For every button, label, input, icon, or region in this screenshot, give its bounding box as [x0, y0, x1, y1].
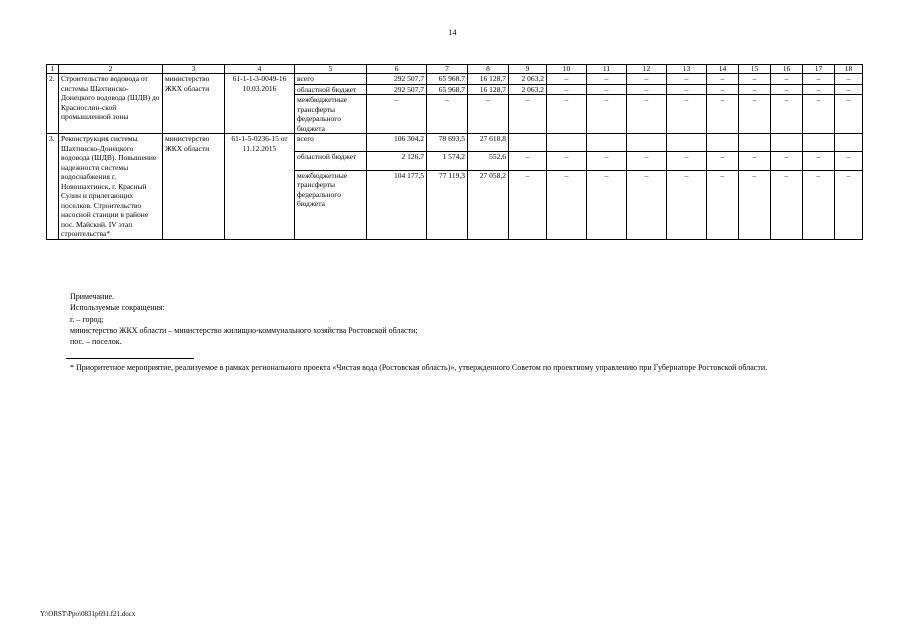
- amount-cell: –: [509, 152, 547, 170]
- amount-cell: [509, 134, 547, 152]
- amount-cell: –: [587, 95, 627, 134]
- amount-cell: –: [547, 95, 587, 134]
- activity-name: Реконструкция системы Шахтинско-Донецкого водовода (ШДВ). Повышение надежности системы водоснабжения г. Новошахтинск, г. Красный Сулин и прилегающих поселков. Строительство насосной станции в районе пос. Майский. IV этап строительства*: [59, 134, 163, 240]
- column-header: 4: [225, 65, 295, 74]
- amount-cell: 65 968,7: [427, 84, 468, 95]
- amount-cell: –: [667, 74, 707, 85]
- column-header: 18: [835, 65, 863, 74]
- row-number: 3.: [47, 134, 59, 240]
- amount-cell: –: [771, 152, 803, 170]
- column-header: 5: [295, 65, 367, 74]
- amount-cell: [707, 134, 739, 152]
- amount-cell: 2 126,7: [367, 152, 427, 170]
- table-header-row: [47, 65, 863, 74]
- amount-cell: –: [835, 74, 863, 85]
- funding-source: всего: [295, 74, 367, 85]
- column-header: 3: [163, 65, 225, 74]
- amount-cell: –: [627, 170, 667, 239]
- funding-source: всего: [295, 134, 367, 152]
- note-block: [70, 291, 418, 347]
- amount-cell: 77 119,3: [427, 170, 468, 239]
- amount-cell: –: [587, 152, 627, 170]
- amount-cell: –: [771, 74, 803, 85]
- amount-cell: [667, 134, 707, 152]
- note-item: пос. – поселок.: [70, 337, 122, 347]
- amount-cell: –: [587, 84, 627, 95]
- amount-cell: –: [707, 74, 739, 85]
- amount-cell: 65 968,7: [427, 74, 468, 85]
- amount-cell: –: [707, 95, 739, 134]
- file-path: Y:\ORST\Ppo\0831p691.f21.docx: [40, 610, 136, 618]
- amount-cell: 2 063,2: [509, 84, 547, 95]
- amount-cell: 16 128,7: [468, 84, 509, 95]
- amount-cell: –: [587, 170, 627, 239]
- column-header: 2: [59, 65, 163, 74]
- activity-name: Строительство водовода от системы Шахтинско-Донецкого водовода (ШДВ) до Краснослин-ской промышленной зоны: [59, 74, 163, 134]
- document-number: 61-1-1-3-0049-16 10.03.2016: [225, 74, 295, 134]
- column-header: 14: [707, 65, 739, 74]
- amount-cell: –: [803, 170, 835, 239]
- responsible-executor: министерство ЖКХ области: [163, 74, 225, 134]
- amount-cell: –: [627, 152, 667, 170]
- amount-cell: –: [739, 74, 771, 85]
- column-header: 17: [803, 65, 835, 74]
- amount-cell: 104 177,5: [367, 170, 427, 239]
- funding-source: межбюджетные трансферты федерального бюджета: [295, 170, 367, 239]
- column-header: 6: [367, 65, 427, 74]
- amount-cell: –: [803, 84, 835, 95]
- note-title: Примечание.: [70, 292, 115, 301]
- amount-cell: –: [667, 170, 707, 239]
- column-header: 11: [587, 65, 627, 74]
- amount-cell: –: [547, 74, 587, 85]
- column-header: 13: [667, 65, 707, 74]
- amount-cell: 27 610,8: [468, 134, 509, 152]
- amount-cell: 552,6: [468, 152, 509, 170]
- amount-cell: –: [509, 170, 547, 239]
- table-row: [47, 134, 863, 152]
- page-number: 14: [448, 28, 457, 37]
- column-header: 12: [627, 65, 667, 74]
- amount-cell: [835, 134, 863, 152]
- amount-cell: –: [803, 74, 835, 85]
- column-header: 8: [468, 65, 509, 74]
- amount-cell: –: [771, 170, 803, 239]
- document-number: 61-1-5-0236-15 от 11.12.2015: [225, 134, 295, 240]
- table-row: [47, 74, 863, 85]
- amount-cell: –: [667, 84, 707, 95]
- funding-source: областной бюджет: [295, 84, 367, 95]
- program-table: [46, 64, 863, 240]
- column-header: 1: [47, 65, 59, 74]
- responsible-executor: министерство ЖКХ области: [163, 134, 225, 240]
- amount-cell: 16 128,7: [468, 74, 509, 85]
- amount-cell: –: [627, 74, 667, 85]
- amount-cell: –: [547, 170, 587, 239]
- amount-cell: –: [587, 74, 627, 85]
- amount-cell: –: [835, 170, 863, 239]
- amount-cell: –: [707, 152, 739, 170]
- amount-cell: –: [367, 95, 427, 134]
- row-number: 2.: [47, 74, 59, 134]
- amount-cell: 78 693,5: [427, 134, 468, 152]
- amount-cell: –: [835, 95, 863, 134]
- amount-cell: 2 063,2: [509, 74, 547, 85]
- column-header: 15: [739, 65, 771, 74]
- note-item: г. – город;: [70, 314, 104, 324]
- amount-cell: –: [667, 152, 707, 170]
- footnote-separator: [66, 358, 194, 359]
- amount-cell: –: [739, 152, 771, 170]
- amount-cell: 292 507,7: [367, 84, 427, 95]
- amount-cell: 292 507,7: [367, 74, 427, 85]
- amount-cell: 106 304,2: [367, 134, 427, 152]
- amount-cell: –: [427, 95, 468, 134]
- column-header: 9: [509, 65, 547, 74]
- amount-cell: –: [627, 95, 667, 134]
- amount-cell: –: [803, 152, 835, 170]
- amount-cell: –: [509, 95, 547, 134]
- amount-cell: [587, 134, 627, 152]
- column-header: 16: [771, 65, 803, 74]
- amount-cell: –: [707, 170, 739, 239]
- amount-cell: –: [771, 84, 803, 95]
- amount-cell: 27 058,2: [468, 170, 509, 239]
- funding-source: областной бюджет: [295, 152, 367, 170]
- note-item: министерство ЖКХ области – министерство жилищно-коммунального хозяйства Ростовской области;: [70, 325, 418, 335]
- amount-cell: 1 574,2: [427, 152, 468, 170]
- amount-cell: [739, 134, 771, 152]
- amount-cell: –: [835, 152, 863, 170]
- amount-cell: [627, 134, 667, 152]
- amount-cell: –: [707, 84, 739, 95]
- funding-source: межбюджетные трансферты федерального бюджета: [295, 95, 367, 134]
- amount-cell: [547, 134, 587, 152]
- amount-cell: [803, 134, 835, 152]
- amount-cell: –: [739, 95, 771, 134]
- footnote: * Приоритетное мероприятие, реализуемое в рамках регионального проекта «Чистая вода (Ростовская область)», утвержденного Советом по проектному управлению при Губернаторе Ростовской области.: [70, 363, 768, 372]
- note-subtitle: Используемые сокращения:: [70, 303, 165, 313]
- amount-cell: –: [803, 95, 835, 134]
- column-header: 7: [427, 65, 468, 74]
- amount-cell: –: [547, 84, 587, 95]
- amount-cell: –: [468, 95, 509, 134]
- amount-cell: –: [667, 95, 707, 134]
- amount-cell: –: [739, 84, 771, 95]
- amount-cell: –: [547, 152, 587, 170]
- amount-cell: –: [627, 84, 667, 95]
- column-header: 10: [547, 65, 587, 74]
- amount-cell: –: [771, 95, 803, 134]
- amount-cell: –: [835, 84, 863, 95]
- amount-cell: –: [739, 170, 771, 239]
- amount-cell: [771, 134, 803, 152]
